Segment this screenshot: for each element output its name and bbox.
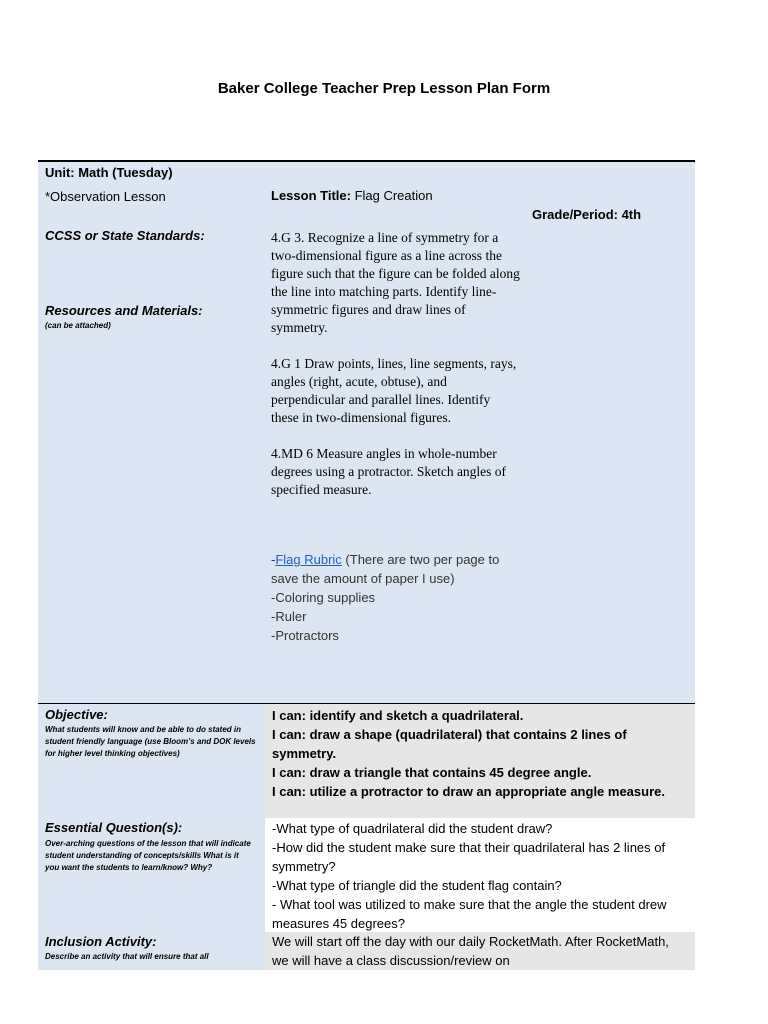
essential-questions-description: Over-arching questions of the lesson that will indicate student understanding of concepts/skills What is it you want the students to learn/know? Why? [45, 839, 251, 872]
question-item: -How did the student make sure that their quadrilateral has 2 lines of symmetry? [272, 840, 666, 874]
objective-description: What students will know and be able to do stated in student friendly language (use Bloom’s and DOK levels for higher level thinking objectives) [45, 725, 256, 758]
standard-item: 4.MD 6 Measure angles in whole-number degrees using a protractor. Sketch angles of specified measure. [271, 446, 507, 497]
materials-dash: - [271, 552, 276, 567]
lesson-title-label: Lesson Title: [271, 188, 351, 203]
materials-item: -Protractors [271, 628, 339, 643]
inclusion-description: Describe an activity that will ensure that all [45, 952, 209, 961]
top-border [38, 160, 695, 162]
materials-item: -Coloring supplies [271, 590, 376, 605]
standards-list [271, 229, 521, 499]
materials-rubric-note: (There are two per page to save the amount of paper I use) [271, 552, 500, 586]
inclusion-label: Inclusion Activity: [45, 934, 157, 949]
lesson-title [271, 188, 433, 203]
resources-note: (can be attached) [45, 321, 111, 330]
standard-item: 4.G 1 Draw points, lines, line segments, rays, angles (right, acute, obtuse), and perpendicular and parallel lines. Identify these in two-dimensional figures. [271, 356, 517, 425]
question-item: -What type of triangle did the student flag contain? [272, 878, 562, 893]
objective-label: Objective: [45, 707, 108, 722]
flag-rubric-link[interactable]: Flag Rubric [275, 552, 342, 567]
standards-label: CCSS or State Standards: [45, 228, 205, 243]
objective-item: I can: draw a shape (quadrilateral) that contains 2 lines of symmetry. [272, 727, 627, 761]
standard-item: 4.G 3. Recognize a line of symmetry for a two-dimensional figure as a line across the figure such that the figure can be folded along the line into matching parts. Identify line-symmetric figures and draw lines of symmetry. [271, 230, 520, 335]
essential-questions-list [272, 819, 690, 933]
objective-item: I can: identify and sketch a quadrilateral. [272, 708, 524, 723]
materials-rubric [271, 550, 521, 588]
lesson-title-value: Flag Creation [350, 188, 433, 203]
objective-item: I can: draw a triangle that contains 45 degree angle. [272, 765, 592, 780]
inclusion-text: We will start off the day with our daily RocketMath. After RocketMath, we will have a class discussion/review on [272, 934, 669, 968]
objective-list [272, 706, 690, 801]
grade-period: Grade/Period: 4th [532, 207, 642, 222]
objective-item: I can: utilize a protractor to draw an appropriate angle measure. [272, 784, 665, 799]
essential-questions-label: Essential Question(s): [45, 820, 183, 835]
question-item: -What type of quadrilateral did the student draw? [272, 821, 553, 836]
observation-label: *Observation Lesson [45, 189, 166, 204]
resources-label: Resources and Materials: [45, 303, 203, 318]
page-title: Baker College Teacher Prep Lesson Plan Form [217, 80, 551, 97]
question-item: - What tool was utilized to make sure that the angle the student drew measures 45 degrees? [272, 897, 667, 931]
essential-label-cell [38, 818, 265, 932]
unit-label: Unit: Math (Tuesday) [45, 165, 173, 180]
materials-item: -Ruler [271, 609, 307, 624]
materials-list [271, 550, 521, 645]
